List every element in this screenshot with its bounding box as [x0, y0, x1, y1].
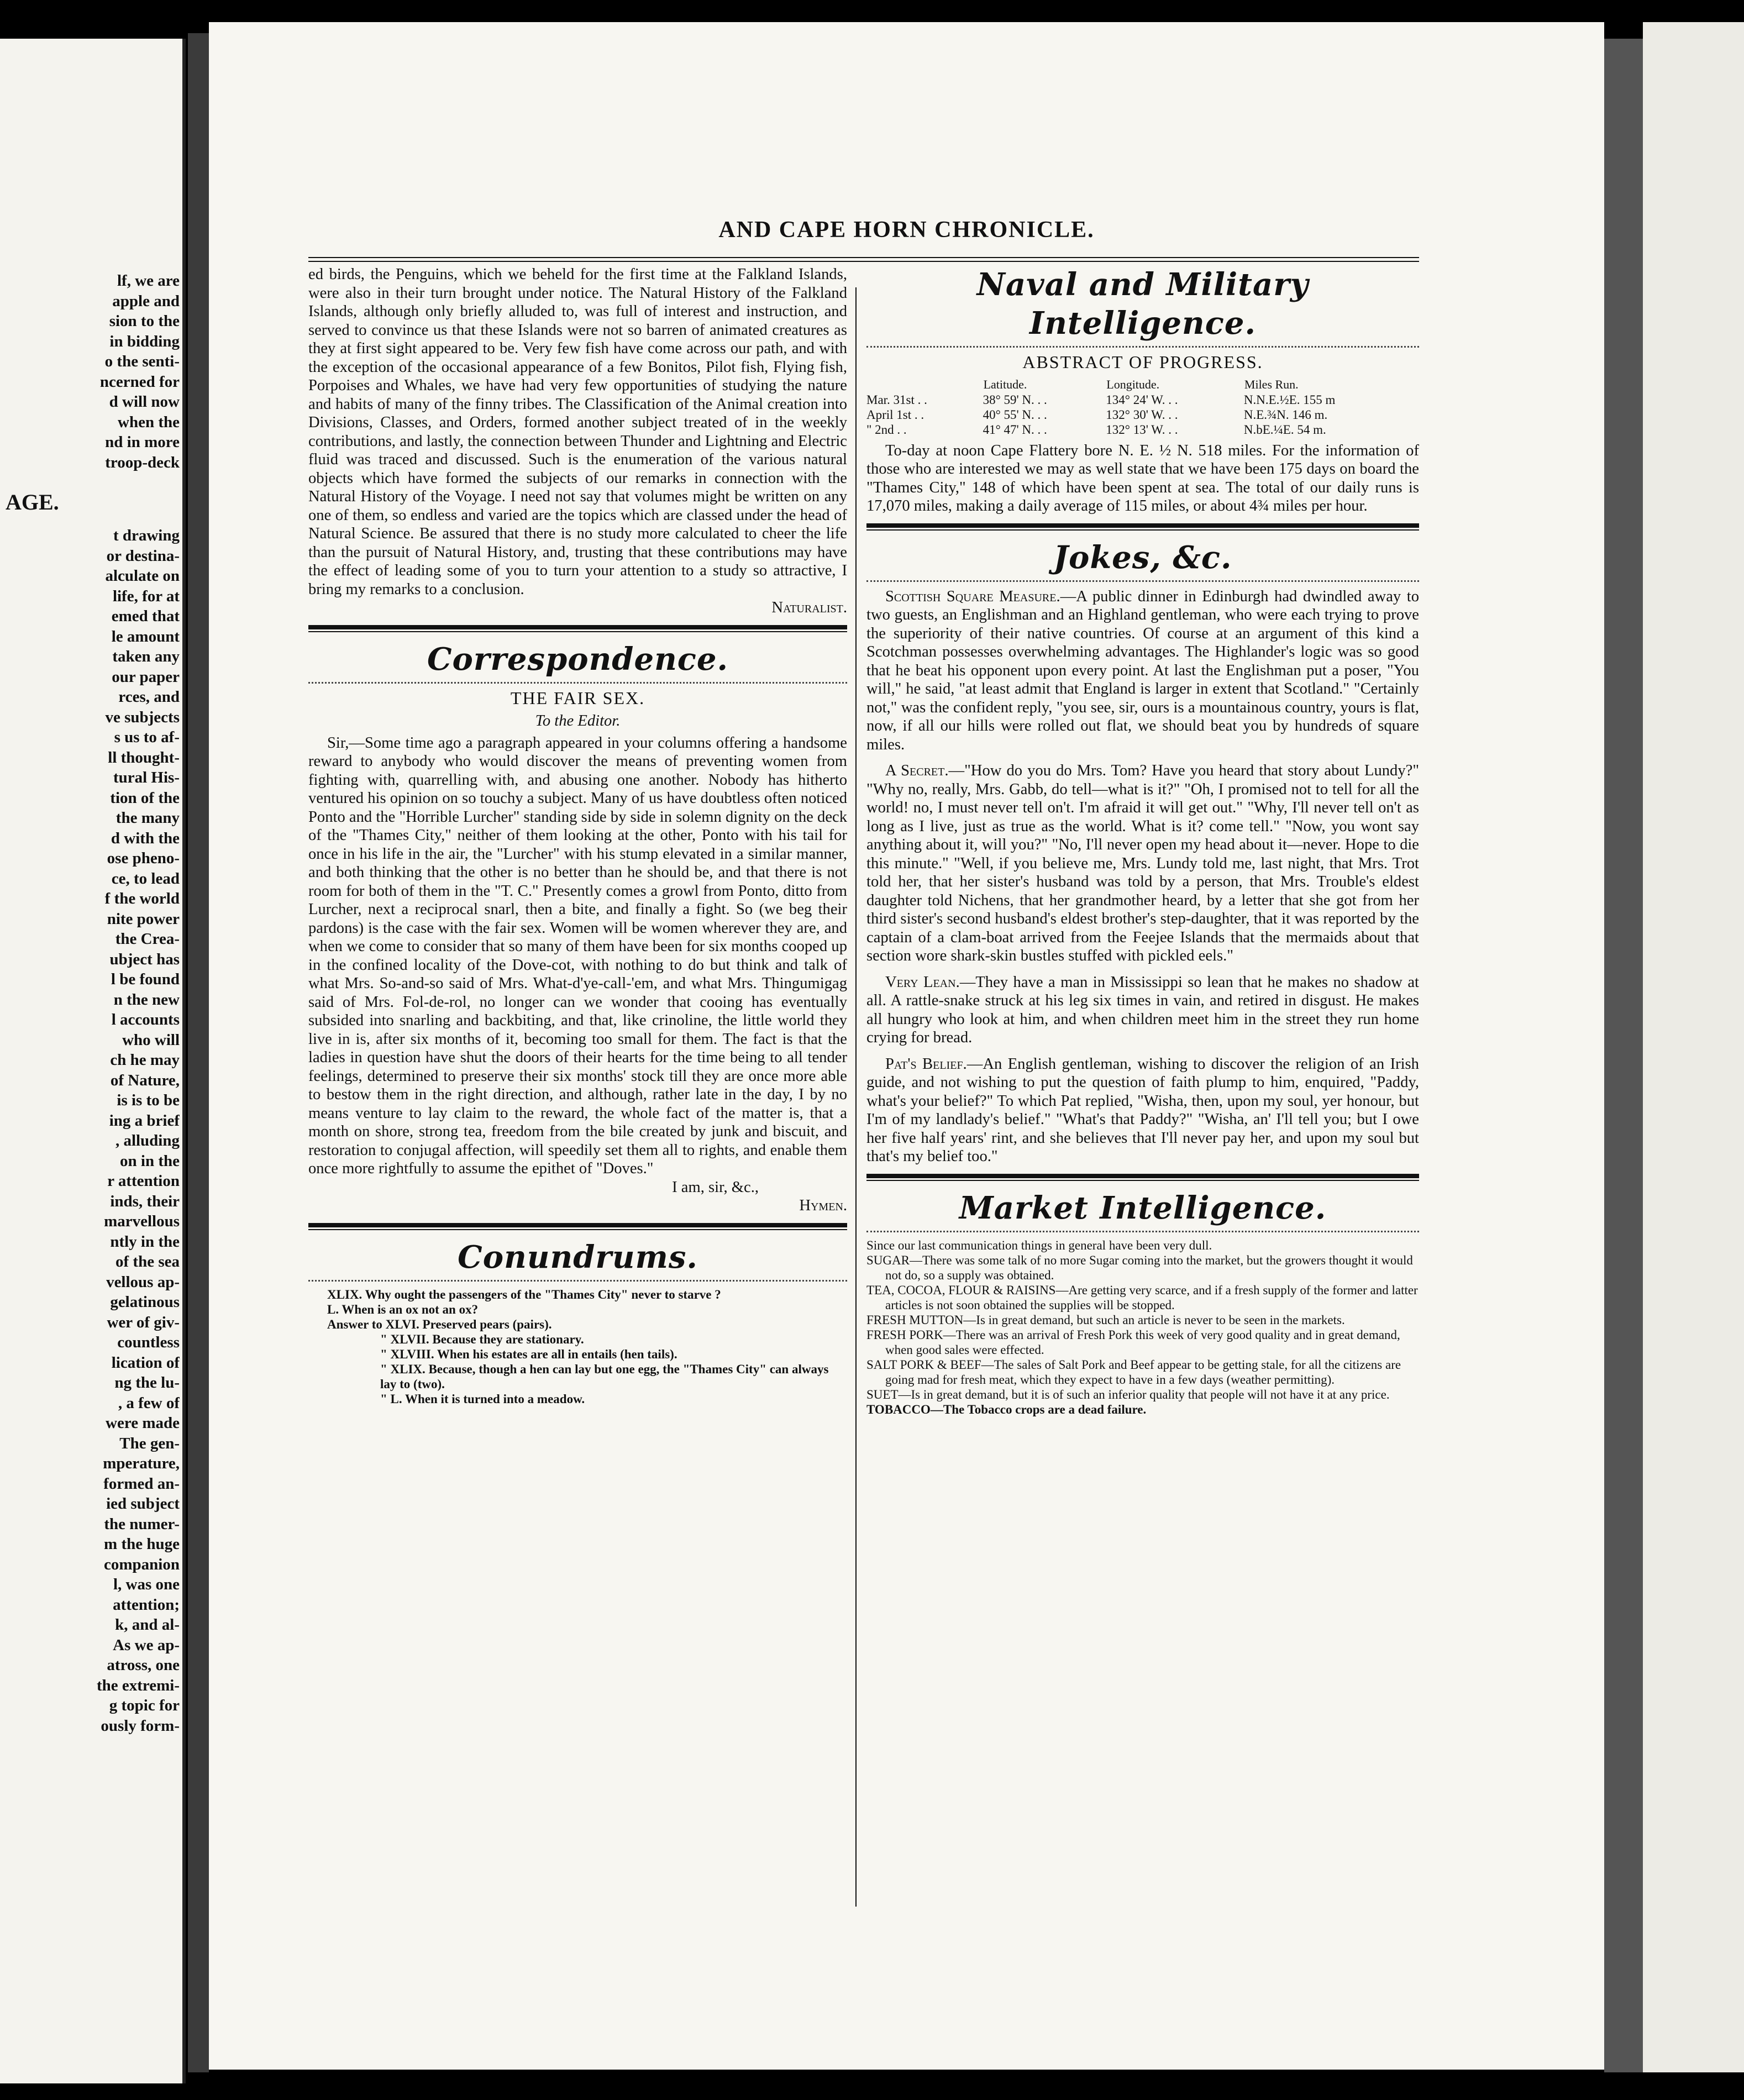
table-row	[866, 407, 1419, 422]
previous-page-fragment	[0, 39, 186, 2083]
joke-lead: Very Lean.	[885, 973, 960, 991]
previous-page-line: or destina-	[106, 547, 180, 565]
conundrums-title: Conundrums.	[458, 1238, 698, 1275]
joke-lead: Scottish Square Measure.	[885, 587, 1060, 605]
previous-page-line: were made	[106, 1414, 180, 1432]
header-rule	[308, 257, 1419, 258]
market-item: SALT PORK & BEEF—The sales of Salt Pork and Beef appear to be getting stale, for all the citizens are going mad for fresh meat, which they expect to have in a few days (weather permitting).	[866, 1357, 1401, 1387]
left-column	[308, 265, 847, 1406]
table-cell: 41° 47' N. . .	[983, 422, 1047, 437]
previous-page-line: when the	[118, 413, 180, 431]
market-item: Since our last communication things in general have been very dull.	[866, 1238, 1212, 1252]
conundrum-line: " XLVIII. When his estates are all in entails (hen tails).	[380, 1347, 677, 1361]
naval-title: Naval and Military Intelligence.	[976, 266, 1309, 342]
previous-page-line: t drawing	[113, 527, 180, 544]
previous-page-line: l, was one	[113, 1576, 180, 1593]
previous-page-line: tural His-	[113, 769, 180, 786]
previous-page-line: ce, to lead	[111, 869, 180, 888]
naturalist-signature: Naturalist.	[771, 599, 847, 616]
previous-page-line: , a few of	[118, 1394, 180, 1412]
correspondence-signature: Hymen.	[799, 1197, 847, 1214]
correspondence-salutation: To the Editor.	[535, 712, 621, 729]
page-header: AND CAPE HORN CHRONICLE.	[718, 217, 1095, 243]
table-header	[866, 376, 983, 392]
previous-page-line: g topic for	[109, 1697, 180, 1714]
previous-page-line: taken any	[112, 648, 180, 665]
market-list	[866, 1238, 1419, 1417]
previous-page-line: The gen-	[119, 1434, 180, 1452]
table-cell: N.bE.¼E. 54 m.	[1243, 422, 1326, 437]
previous-page-line: ch he may	[110, 1051, 180, 1069]
previous-page-line: of Nature,	[110, 1071, 180, 1089]
previous-page-line: d will now	[109, 393, 180, 411]
title-dotted-rule	[308, 682, 847, 684]
section-rule	[308, 1223, 847, 1230]
previous-page-line: sion to the	[109, 312, 180, 330]
jokes-list	[866, 587, 1419, 1166]
title-dotted-rule	[866, 1231, 1419, 1232]
market-item: TEA, COCOA, FLOUR & RAISINS—Are getting very scarce, and if a fresh supply of the former and latter articles is not soon obtained the supplies will be stopped.	[866, 1283, 1418, 1312]
previous-page-line: who will	[122, 1031, 180, 1049]
previous-page-line: wer of giv-	[107, 1313, 180, 1331]
previous-page-line: inds, their	[110, 1192, 180, 1210]
market-title: Market Intelligence.	[959, 1189, 1327, 1226]
newspaper-page	[209, 22, 1604, 2070]
joke-text: —An English gentleman, wishing to discover the religion of an Irish guide, and not wishing to put the question of faith plump to him, enquired, "Paddy, what's your belief?" To which Pat replied, "Wisha, then, upon my soul, yer honour, but I'm of my landlady's belief." "What's that Paddy?" "Wisha, an' I'll tell you; but I owe her five half years' rint, and she believes that I'll never pay her, and upon my soul but that's my belief too."	[866, 1055, 1419, 1165]
table-cell: April 1st . .	[866, 407, 924, 422]
title-dotted-rule	[308, 1280, 847, 1282]
joke-item	[866, 1055, 1419, 1166]
previous-page-line: apple and	[112, 292, 180, 310]
previous-page-line: d with the	[111, 829, 180, 847]
previous-page-line: le amount	[111, 627, 180, 645]
correspondence-title: Correspondence.	[427, 641, 729, 678]
column-divider	[855, 287, 857, 1907]
table-header: Longitude.	[1106, 377, 1160, 391]
previous-page-line: ve subjects	[105, 708, 180, 726]
market-item: SUET—Is in great demand, but it is of such an inferior quality that people will not have it at any price.	[866, 1387, 1390, 1401]
joke-item	[866, 973, 1419, 1047]
previous-page-line: ously form-	[101, 1716, 180, 1735]
previous-page-line: is is to be	[117, 1091, 180, 1109]
previous-page-line: tion of the	[110, 789, 180, 807]
previous-page-line: troop-deck	[105, 453, 180, 471]
previous-page-line: nd in more	[105, 433, 180, 451]
table-cell: N.E.¾N. 146 m.	[1243, 407, 1328, 422]
market-item: FRESH MUTTON—Is in great demand, but such an article is never to be seen in the markets.	[866, 1313, 1345, 1327]
section-rule	[308, 625, 847, 632]
previous-page-line: ntly in the	[110, 1232, 180, 1251]
previous-page-line: the many	[115, 809, 180, 827]
previous-page-line: f the world	[104, 890, 180, 907]
previous-page-line: rces, and	[118, 688, 180, 706]
market-item: SUGAR—There was some talk of no more Sugar coming into the market, but the growers thought it would not do, so a supply was obtained.	[866, 1253, 1413, 1282]
previous-page-line: the extremi-	[96, 1676, 180, 1694]
table-cell: " 2nd . .	[866, 422, 907, 437]
previous-page-line: o the senti-	[104, 353, 180, 370]
table-cell: 38° 59' N. . .	[983, 392, 1047, 407]
previous-page-line: formed an-	[103, 1474, 180, 1493]
page-edge-shadow	[1604, 39, 1643, 2072]
previous-page-line: m the huge	[104, 1535, 180, 1553]
progress-table	[866, 376, 1419, 437]
previous-page-line: alculate on	[105, 567, 180, 585]
market-item: TOBACCO—The Tobacco crops are a dead failure.	[866, 1402, 1147, 1416]
section-rule	[866, 1174, 1419, 1181]
table-header: Miles Run.	[1244, 377, 1299, 391]
page-gutter-shadow	[188, 33, 209, 2072]
table-cell: 40° 55' N. . .	[983, 407, 1047, 422]
right-column	[866, 265, 1419, 1417]
joke-text: —"How do you do Mrs. Tom? Have you heard that story about Lundy?" "Why no, really, Mrs. Gabb, do tell—what is it?" "Oh, I promised not to tell for all the world! no, I must never tell on't. I'm afraid it will get out." "Why, I'll never tell on't as long as I live, just as true as the world. What is it? come tell." "Now, you wont say anything about it, will you?" "No, I'll never open my head about it—never. Hope to die this minute." "Well, if you believe me, Mrs. Lundy told me, last night, that Mrs. Trot told her, that her sister's husband was told by a person, that Mrs. Trouble's eldest daughter told Nichens, that her grandmother heard, by a letter that she got from her third sister's second husband's eldest brother's step-daughter, that it was reported by the captain of a clam-boat arrived from the Feejee Islands that the mermaids about that section wore shark-skin bustles stuffed with pickled eels."	[866, 762, 1420, 964]
previous-page-line: of the sea	[115, 1253, 180, 1271]
previous-page-line: attention;	[113, 1595, 180, 1614]
previous-page-line: ncerned for	[99, 372, 180, 391]
conundrum-line: Answer to XLVI. Preserved pears (pairs).	[327, 1317, 552, 1331]
previous-page-line: ose pheno-	[107, 849, 180, 867]
jokes-title: Jokes, &c.	[1053, 539, 1232, 576]
conundrum-line: " XLVII. Because they are stationary.	[380, 1332, 584, 1346]
conundrum-line: " L. When it is turned into a meadow.	[380, 1392, 585, 1406]
previous-page-line: ubject has	[109, 950, 180, 968]
joke-text: —A public dinner in Edinburgh had dwindled away to two guests, an Englishman and an Highland gentleman, who were each trying to prove the superiority of their native countries. Of course at an argument of this kind a Scotchman possesses overwhelming advantages. The Highlander's logic was so good that he beat his opponent upon every point. At last the Englishman put a poser, "You will," he said, "at least admit that England is larger in extent that Scotland." "Certainly not," was the confident reply, "you see, sir, ours is a mountainous country, yours is flat, now, if all our hills were rolled out flat, we should beat you by hundreds of square miles.	[866, 587, 1419, 753]
previous-page-line: l be found	[111, 970, 180, 988]
table-header: Latitude.	[983, 377, 1027, 391]
correspondence-subtitle: THE FAIR SEX.	[510, 687, 645, 708]
previous-page-line: vellous ap-	[106, 1273, 180, 1291]
previous-page-line: the numer-	[104, 1515, 180, 1533]
conundrum-line: " XLIX. Because, though a hen can lay but one egg, the "Thames City" can always lay to (two).	[380, 1362, 829, 1391]
previous-page-line: mperature,	[103, 1455, 180, 1472]
previous-page-line: atross, one	[107, 1656, 180, 1674]
correspondence-letter: Sir,—Some time ago a paragraph appeared in your columns offering a handsome reward to anybody who would discover the means of preventing women from fighting with, quarrelling with, and abusing one another. Nobody has hitherto ventured his opinion on so touchy a subject. Many of us have doubtless often noticed Ponto and the "Horrible Lurcher" standing side by side in solemn dignity on the deck of the "Thames City," neither of them looking at the other, Ponto with his tail for once in his life in the air, the "Lurcher" with his stump elevated in a similar manner, and both thinking that the other is no better than he should be, and that there is not room for both of them in the "T. C." Presently comes a growl from Ponto, ditto from Lurcher, next a reciprocal snarl, then a bite, and finally a fight. So (we beg their pardons) is the case with the fair sex. Women will be women wherever they are, and when we come to consider that so many of them have been for six months cooped up in the confined locality of the Dove-cot, with nothing to do but think and talk of what Mrs. So-and-so said of Mrs. What-d'ye-call-'em, and what Mrs. Thingumigag said of Mrs. Fol-de-rol, no longer can we wonder that cooing has eventually subsided into snarling and backbiting, and that, like crinoline, the little world they live in is, after six months of it, becoming too small for them. The fact is that the ladies in question have shut the doors of their hearts for the time being to all tender feelings, determined to preserve their six months' stock till they are once more able to bestow them in the right direction, and although, rather late in the day, I by no means venture to lay claim to the reward, the whole fact of the matter is, that a month on shore, strong tea, freedom from the bile created by junk and biscuit, and restoration to conjugal affection, will speedily set them all to rights, and enable them once more rightfully to assume the epithet of "Doves."	[308, 734, 847, 1177]
previous-page-line: As we ap-	[113, 1636, 180, 1654]
header-rule-2	[308, 261, 1419, 262]
previous-page-line: ing a brief	[109, 1111, 180, 1130]
table-cell: 132° 13' W. . .	[1106, 422, 1178, 437]
joke-lead: A Secret.	[885, 762, 949, 779]
joke-item	[866, 587, 1419, 754]
previous-page-line: r attention	[107, 1172, 180, 1190]
previous-page-line: marvellous	[104, 1212, 180, 1230]
table-cell: 134° 24' W. . .	[1106, 392, 1178, 407]
previous-page-heading: AGE.	[6, 492, 59, 514]
next-page-edge	[1643, 22, 1744, 2072]
previous-page-line: on in the	[120, 1152, 180, 1170]
previous-page-line: , alluding	[115, 1132, 180, 1149]
title-dotted-rule	[866, 580, 1419, 582]
previous-page-line: life, for at	[112, 587, 180, 605]
previous-page-line: nite power	[107, 910, 180, 928]
previous-page-line: ll thought-	[108, 748, 180, 767]
table-cell: 132° 30' W. . .	[1106, 407, 1178, 422]
previous-page-column	[0, 271, 180, 1736]
previous-page-line: s us to af-	[114, 728, 180, 746]
previous-page-line: lication of	[111, 1353, 180, 1372]
previous-page-line: our paper	[112, 668, 180, 686]
naval-text: To-day at noon Cape Flattery bore N. E. ½ N. 518 miles. For the information of those who are interested we may as well state that we have been 175 days on board the "Thames City," 148 of which have been spent at sea. The total of our daily runs is 17,070 miles, making a daily average of 115 miles, or about 4¾ miles per hour.	[866, 442, 1419, 514]
joke-lead: Pat's Belief.	[885, 1055, 967, 1073]
correspondence-closing: I am, sir, &c.,	[672, 1178, 759, 1196]
section-rule	[866, 523, 1419, 531]
previous-page-line: companion	[104, 1555, 180, 1573]
previous-page-line: n the new	[113, 990, 180, 1009]
market-item: FRESH PORK—There was an arrival of Fresh Pork this week of very good quality and in great demand, when good sales were effected.	[866, 1327, 1400, 1357]
previous-page-line: the Crea-	[115, 930, 180, 948]
abstract-title: ABSTRACT OF PROGRESS.	[1022, 352, 1263, 372]
previous-page-line: emed that	[111, 607, 180, 625]
previous-page-line: lf, we are	[117, 272, 180, 290]
conundrum-line: XLIX. Why ought the passengers of the "Thames City" never to starve ?	[327, 1287, 721, 1301]
conundrum-line: L. When is an ox not an ox?	[327, 1302, 479, 1316]
previous-page-line: countless	[117, 1334, 180, 1351]
conundrums-list	[308, 1287, 847, 1406]
previous-page-line: l accounts	[111, 1011, 180, 1028]
table-cell: N.N.E.½E. 155 m	[1243, 392, 1336, 407]
table-row	[866, 422, 1419, 437]
previous-page-line: k, and al-	[115, 1616, 180, 1634]
table-cell: Mar. 31st . .	[866, 392, 927, 407]
joke-item	[866, 762, 1419, 965]
previous-page-line: ng the lu-	[114, 1374, 180, 1392]
previous-page-line: ied subject	[106, 1495, 180, 1513]
previous-page-line: in bidding	[109, 332, 180, 350]
previous-page-line: gelatinous	[110, 1293, 180, 1311]
title-dotted-rule	[866, 346, 1419, 348]
table-row	[866, 392, 1419, 407]
naturalist-article: ed birds, the Penguins, which we beheld for the first time at the Falkland Islands, were also in their turn brought under notice. The Natural History of the Falkland Islands, although only briefly alluded to, was full of interest and instruction, and served to convince us that these Islands were not so barren of animated creatures as they at first sight appeared to be. Very few fish have come across our path, and with the exception of the occasional appearance of a few Bonitos, Pilot fish, Flying fish, Porpoises and Whales, we have had very few opportunities of studying the nature and habits of many of the finny tribes. The Classification of the Animal creation into Divisions, Classes, and Orders, formed another subject treated of in the weekly contributions, and lastly, the connection between Thunder and Lightning and Electric fluid was traced and discussed. Such is the enumeration of the various natural objects which have formed the subjects of our remarks in connection with the Natural History of the Voyage. I need not say that volumes might be written on any one of them, so endless and varied are the topics which are classed under the head of Natural Science. Be assured that there is no study more calculated to cheer the life than the pursuit of Natural History, and, trusting that these contributions may have the effect of leading some of you to turn your attention to a study so attractive, I bring my remarks to a conclusion.	[308, 266, 847, 598]
joke-text: —They have a man in Mississippi so lean that he makes no shadow at all. A rattle-snake struck at his leg six times in vain, and retired in disgust. He makes all hungry who look at him, and when children meet him in the street they run home crying for bread.	[866, 973, 1419, 1046]
